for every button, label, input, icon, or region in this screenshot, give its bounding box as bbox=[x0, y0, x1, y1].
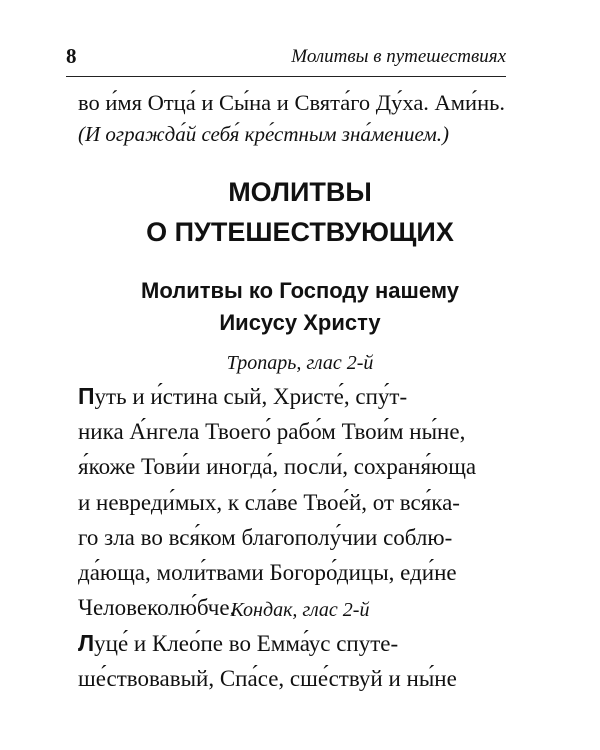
troparion-text bbox=[78, 379, 522, 625]
running-head bbox=[66, 40, 506, 77]
subsection-title-line1: Молитвы ко Господу нашему bbox=[141, 278, 459, 303]
intro-note: (И огражда́й себя́ кре́стным зна́мением.) bbox=[78, 122, 449, 146]
troparion-line: я́коже Тови́и иногда́, посли́, сохраня́юща bbox=[78, 454, 477, 480]
subsection-title-line2: Иисусу Христу bbox=[219, 310, 381, 335]
troparion-line: го зла во вся́ком благополу́чии соблю- bbox=[78, 524, 453, 550]
troparion-line: Человеколю́бче. bbox=[78, 595, 236, 621]
section-title bbox=[70, 172, 530, 252]
section-title-line2: О ПУТЕШЕСТВУЮЩИХ bbox=[146, 217, 454, 247]
section-title-line1: МОЛИТВЫ bbox=[228, 177, 372, 207]
page-number: 8 bbox=[66, 44, 77, 68]
kontakion-text bbox=[78, 626, 522, 696]
troparion-line: и невреди́мых, к сла́ве Твое́й, от вся́ка- bbox=[78, 489, 460, 515]
troparion-label: Тропарь, глас 2-й bbox=[226, 352, 374, 374]
troparion-line: ника А́нгела Твоего́ рабо́м Твои́м ны́не, bbox=[78, 419, 466, 445]
running-title: Молитвы в путешествиях bbox=[291, 46, 506, 67]
intro-line: во и́мя Отца́ и Сы́на и Свята́го Ду́ха. Ами́нь. bbox=[78, 90, 506, 115]
kontakion-initial: Л bbox=[78, 630, 95, 656]
troparion-line: да́юща, моли́твами Богоро́дицы, еди́не bbox=[78, 560, 457, 586]
troparion-line: Путь и и́стина сый, Христе́, спу́т- bbox=[78, 383, 408, 409]
kontakion-label: Кондак, глас 2-й bbox=[230, 599, 370, 621]
troparion-initial: П bbox=[78, 383, 95, 409]
subsection-title bbox=[70, 275, 530, 339]
intro-block bbox=[78, 86, 510, 149]
kontakion-line: ше́ствовавый, Спа́се, сше́ствуй и ны́не bbox=[78, 666, 457, 692]
kontakion-line: Луце́ и Клео́пе во Емма́ус спуте- bbox=[78, 630, 399, 656]
